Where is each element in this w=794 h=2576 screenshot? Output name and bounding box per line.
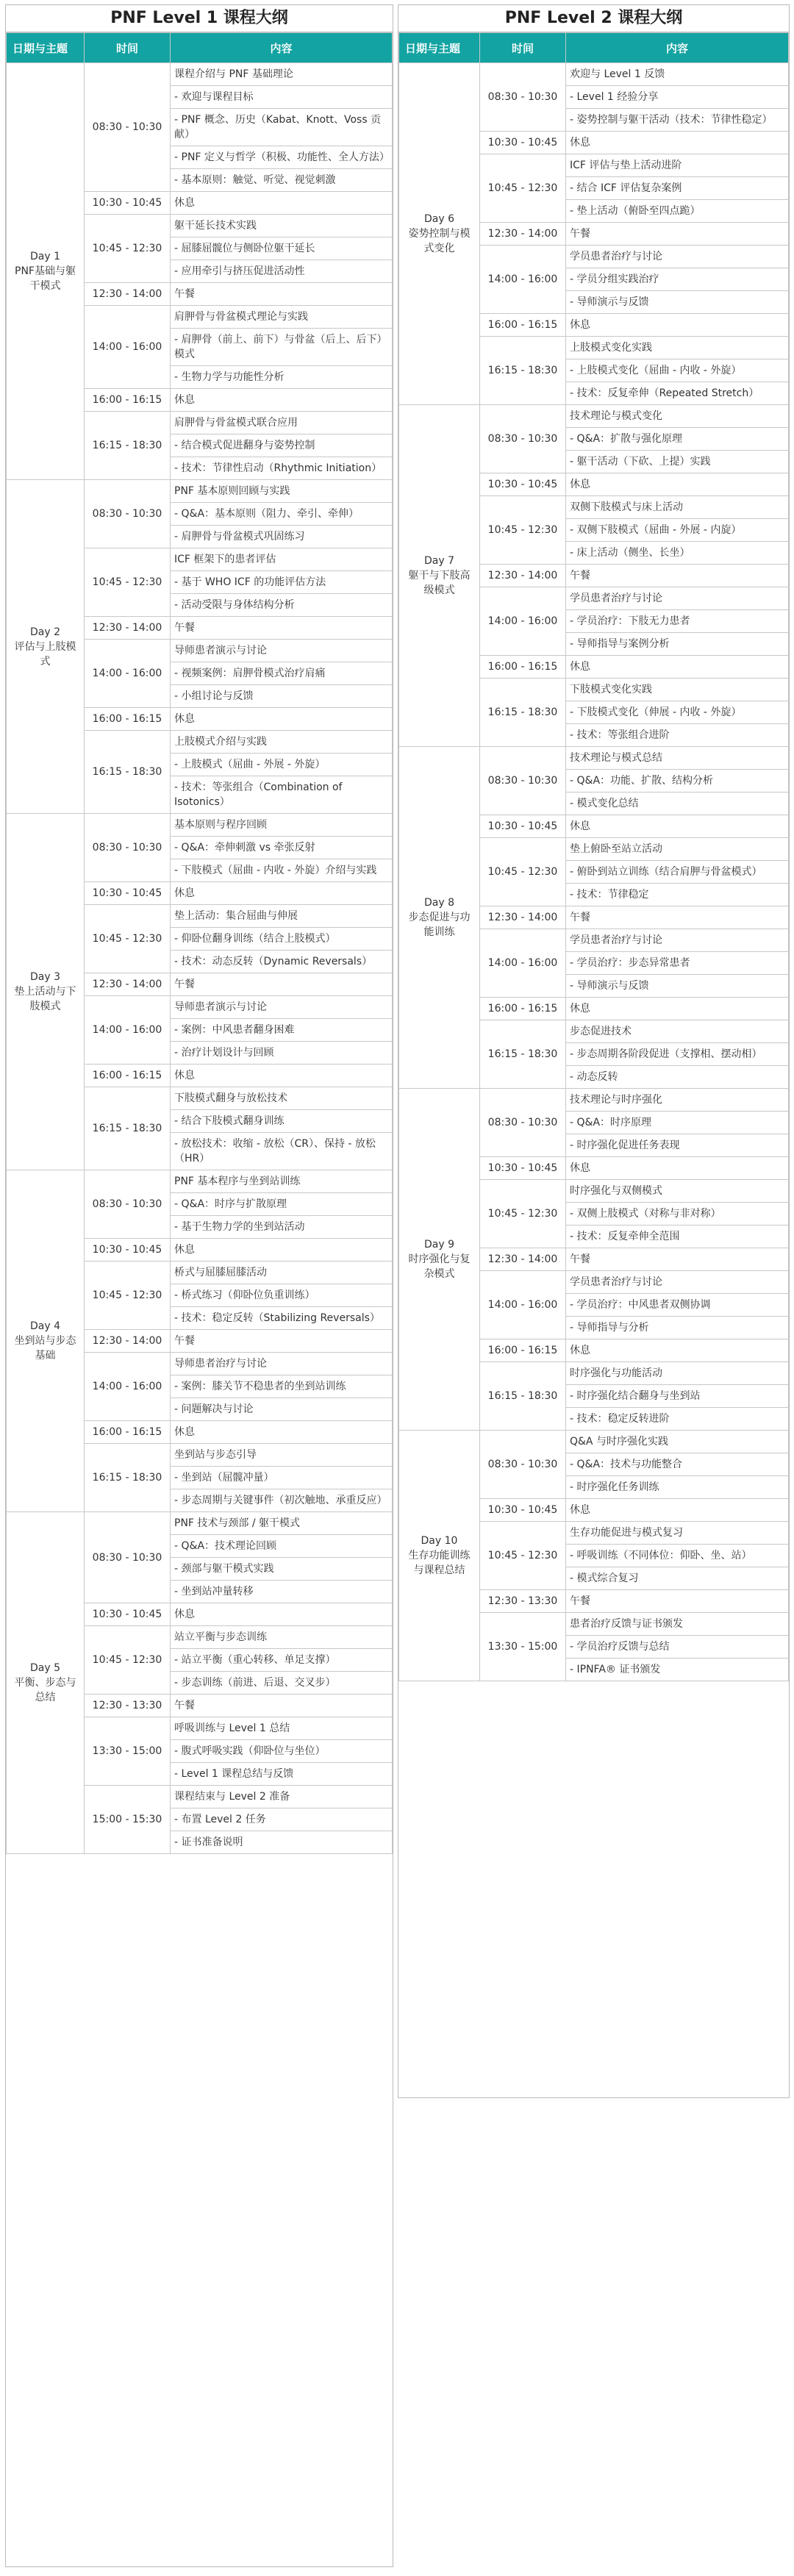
session-item: - 俯卧到站立训练（结合肩胛与骨盆模式）	[566, 861, 789, 884]
session-item: - 腹式呼吸实践（仰卧位与坐位）	[171, 1740, 393, 1763]
session-item: - 结合模式促进翻身与姿势控制	[171, 434, 393, 457]
time-cell: 10:45 - 12:30	[85, 1626, 171, 1695]
session-title: 技术理论与模式总结	[566, 747, 789, 770]
session-item: - 案例：膝关节不稳患者的坐到站训练	[171, 1375, 393, 1398]
table-row	[399, 405, 789, 428]
session-item: - 技术：等张组合进阶	[566, 724, 789, 747]
time-cell: 14:00 - 16:00	[85, 1353, 171, 1421]
session-title: 导师患者治疗与讨论	[171, 1353, 393, 1375]
session-item: - PNF 定义与哲学（积极、功能性、全人方法）	[171, 146, 393, 169]
table-row	[399, 1089, 789, 1112]
session-title: ICF 评估与垫上活动进阶	[566, 154, 789, 177]
session-title: 午餐	[171, 283, 393, 306]
time-cell: 10:45 - 12:30	[480, 1522, 566, 1590]
session-item: - 案例：中风患者翻身困难	[171, 1019, 393, 1042]
session-title: 呼吸训练与 Level 1 总结	[171, 1717, 393, 1740]
day-label: Day 1	[29, 251, 60, 262]
session-item: - 导师指导与分析	[566, 1317, 789, 1339]
day-cell	[7, 63, 85, 480]
session-title: 生存功能促进与模式复习	[566, 1522, 789, 1545]
day-topic: 生存功能训练与课程总结	[408, 1550, 471, 1576]
session-title: 休息	[171, 1239, 393, 1262]
time-cell: 12:30 - 14:00	[480, 223, 566, 246]
session-title: 课程结束与 Level 2 准备	[171, 1786, 393, 1808]
time-cell: 16:15 - 18:30	[85, 412, 171, 480]
session-item: - 双侧上肢模式（对称与非对称）	[566, 1203, 789, 1226]
session-item: - 技术：动态反转（Dynamic Reversals）	[171, 951, 393, 973]
session-item: - 导师演示与反馈	[566, 291, 789, 314]
session-title: 午餐	[566, 1248, 789, 1271]
session-item: - Q&A：技术与功能整合	[566, 1453, 789, 1476]
session-item: - 活动受限与身体结构分析	[171, 594, 393, 617]
session-item: - 导师演示与反馈	[566, 975, 789, 998]
time-cell: 10:45 - 12:30	[85, 905, 171, 973]
time-cell: 10:45 - 12:30	[480, 838, 566, 906]
session-title: 休息	[171, 1603, 393, 1626]
session-title: 休息	[566, 1339, 789, 1362]
level2-title: PNF Level 2 课程大纲	[398, 5, 789, 32]
session-item: - 动态反转	[566, 1066, 789, 1089]
session-title: 休息	[566, 314, 789, 337]
session-title: 垫上俯卧至站立活动	[566, 838, 789, 861]
level2-schedule-body	[399, 63, 789, 1681]
day-label: Day 10	[421, 1535, 458, 1547]
time-cell: 16:15 - 18:30	[480, 679, 566, 747]
session-item: - 下肢模式（屈曲 - 内收 - 外旋）介绍与实践	[171, 859, 393, 882]
session-item: - 模式综合复习	[566, 1567, 789, 1590]
session-item: - 躯干活动（下砍、上提）实践	[566, 451, 789, 473]
header-date: 日期与主题	[7, 33, 85, 63]
session-item: - 肩胛骨与骨盆模式巩固练习	[171, 526, 393, 548]
time-cell: 10:30 - 10:45	[85, 192, 171, 215]
time-cell: 16:00 - 16:15	[480, 1339, 566, 1362]
time-cell: 16:00 - 16:15	[480, 314, 566, 337]
session-item: - 学员治疗：下肢无力患者	[566, 610, 789, 633]
day-cell	[399, 63, 480, 405]
time-cell: 08:30 - 10:30	[85, 63, 171, 192]
session-item: - 姿势控制与躯干活动（技术：节律性稳定）	[566, 109, 789, 132]
day-cell	[7, 1512, 85, 1854]
day-label: Day 3	[29, 971, 60, 983]
time-cell: 08:30 - 10:30	[480, 405, 566, 473]
session-item: - Q&A：功能、扩散、结构分析	[566, 770, 789, 793]
time-cell: 12:30 - 14:00	[480, 906, 566, 929]
time-cell: 10:30 - 10:45	[480, 1499, 566, 1522]
time-cell: 14:00 - 16:00	[480, 929, 566, 998]
session-item: - PNF 概念、历史（Kabat、Knott、Voss 贡献）	[171, 109, 393, 146]
header-date: 日期与主题	[399, 33, 480, 63]
day-label: Day 4	[29, 1320, 60, 1332]
time-cell: 16:15 - 18:30	[480, 1020, 566, 1089]
session-item: - 肩胛骨（前上、前下）与骨盆（后上、后下）模式	[171, 329, 393, 366]
day-topic: PNF基础与躯干模式	[15, 265, 76, 292]
day-label: Day 6	[423, 213, 454, 225]
day-cell	[399, 405, 480, 747]
session-title: 休息	[171, 1065, 393, 1087]
time-cell: 08:30 - 10:30	[85, 1170, 171, 1239]
time-cell: 10:30 - 10:45	[85, 882, 171, 905]
session-item: - Q&A：技术理论回顾	[171, 1535, 393, 1558]
time-cell: 14:00 - 16:00	[85, 306, 171, 389]
session-item: - 放松技术：收缩 - 放松（CR）、保持 - 放松（HR）	[171, 1133, 393, 1170]
day-topic: 垫上活动与下肢模式	[14, 986, 76, 1012]
session-title: 休息	[566, 998, 789, 1020]
session-item: - 站立平衡（重心转移、单足支撑）	[171, 1649, 393, 1672]
session-item: - 时序强化结合翻身与坐到站	[566, 1385, 789, 1408]
time-cell: 10:30 - 10:45	[480, 1157, 566, 1180]
session-item: - 上肢模式（屈曲 - 外展 - 外旋）	[171, 754, 393, 776]
session-item: - 问题解决与讨论	[171, 1398, 393, 1421]
level1-syllabus	[5, 4, 393, 2567]
session-title: 午餐	[171, 973, 393, 996]
time-cell: 08:30 - 10:30	[85, 1512, 171, 1603]
level2-syllabus	[398, 4, 790, 2098]
day-topic: 步态促进与功能训练	[408, 912, 471, 938]
time-cell: 12:30 - 14:00	[85, 1330, 171, 1353]
time-cell: 12:30 - 13:30	[85, 1695, 171, 1717]
time-cell: 16:15 - 18:30	[85, 1087, 171, 1170]
day-label: Day 8	[423, 897, 454, 909]
session-title: 导师患者演示与讨论	[171, 640, 393, 662]
session-item: - Q&A：时序原理	[566, 1112, 789, 1134]
session-item: - 基于 WHO ICF 的功能评估方法	[171, 571, 393, 594]
session-title: 休息	[566, 815, 789, 838]
time-cell: 10:45 - 12:30	[85, 215, 171, 283]
session-title: 午餐	[171, 1330, 393, 1353]
session-item: - 技术：节律性启动（Rhythmic Initiation）	[171, 457, 393, 480]
session-item: - 小组讨论与反馈	[171, 685, 393, 708]
session-title: 休息	[171, 882, 393, 905]
session-item: - 桥式练习（仰卧位负重训练）	[171, 1284, 393, 1307]
session-item: - 颈部与躯干模式实践	[171, 1558, 393, 1581]
session-title: 垫上活动：集合屈曲与伸展	[171, 905, 393, 928]
session-item: - 基于生物力学的坐到站活动	[171, 1216, 393, 1239]
session-title: 躯干延长技术实践	[171, 215, 393, 237]
header-time: 时间	[480, 33, 566, 63]
session-item: - 上肢模式变化（屈曲 - 内收 - 外旋）	[566, 359, 789, 382]
session-title: 课程介绍与 PNF 基础理论	[171, 63, 393, 86]
session-item: - 坐到站（屈髋冲量）	[171, 1467, 393, 1489]
session-title: 学员患者治疗与讨论	[566, 929, 789, 952]
session-title: Q&A 与时序强化实践	[566, 1431, 789, 1453]
session-title: 午餐	[171, 1695, 393, 1717]
session-item: - 技术：稳定反转（Stabilizing Reversals）	[171, 1307, 393, 1330]
session-title: 基本原则与程序回顾	[171, 814, 393, 837]
session-title: 休息	[566, 473, 789, 496]
time-cell: 08:30 - 10:30	[480, 747, 566, 815]
day-label: Day 7	[423, 555, 454, 567]
session-item: - 结合 ICF 评估复杂案例	[566, 177, 789, 200]
time-cell: 16:00 - 16:15	[85, 708, 171, 731]
time-cell: 16:15 - 18:30	[480, 1362, 566, 1431]
time-cell: 16:00 - 16:15	[85, 1421, 171, 1444]
session-title: 技术理论与模式变化	[566, 405, 789, 428]
session-item: - 结合下肢模式翻身训练	[171, 1110, 393, 1133]
session-title: 双侧下肢模式与床上活动	[566, 496, 789, 519]
table-row	[7, 63, 393, 86]
session-title: 休息	[566, 1157, 789, 1180]
session-title: PNF 基本程序与坐到站训练	[171, 1170, 393, 1193]
session-title: 下肢模式变化实践	[566, 679, 789, 701]
session-title: 午餐	[566, 565, 789, 587]
session-title: 休息	[566, 656, 789, 679]
time-cell: 08:30 - 10:30	[480, 1089, 566, 1157]
level1-table	[6, 32, 393, 1854]
session-item: - Q&A：扩散与强化原理	[566, 428, 789, 451]
header-row	[399, 33, 789, 63]
day-topic: 评估与上肢模式	[14, 640, 76, 668]
session-item: - Level 1 课程总结与反馈	[171, 1763, 393, 1786]
time-cell: 14:00 - 16:00	[85, 996, 171, 1065]
session-title: 学员患者治疗与讨论	[566, 246, 789, 268]
session-title: 休息	[171, 708, 393, 731]
session-item: - 模式变化总结	[566, 793, 789, 815]
session-item: - 呼吸训练（不同体位：仰卧、坐、站）	[566, 1545, 789, 1567]
session-item: - IPNFA® 证书颁发	[566, 1659, 789, 1681]
time-cell: 15:00 - 15:30	[85, 1786, 171, 1854]
time-cell: 12:30 - 14:00	[85, 283, 171, 306]
session-item: - 下肢模式变化（伸展 - 内收 - 外旋）	[566, 701, 789, 724]
session-item: - 技术：稳定反转进阶	[566, 1408, 789, 1431]
session-title: 肩胛骨与骨盆模式理论与实践	[171, 306, 393, 329]
time-cell: 14:00 - 16:00	[480, 246, 566, 314]
session-title: 时序强化与双侧模式	[566, 1180, 789, 1203]
time-cell: 10:45 - 12:30	[85, 548, 171, 617]
time-cell: 08:30 - 10:30	[85, 480, 171, 548]
time-cell: 12:30 - 14:00	[85, 617, 171, 640]
session-item: - 床上活动（侧坐、长坐）	[566, 542, 789, 565]
time-cell: 10:45 - 12:30	[480, 154, 566, 223]
header-time: 时间	[85, 33, 171, 63]
time-cell: 14:00 - 16:00	[480, 1271, 566, 1339]
header-content: 内容	[566, 33, 789, 63]
session-title: 坐到站与步态引导	[171, 1444, 393, 1467]
session-title: 桥式与屈膝屈膝活动	[171, 1262, 393, 1284]
time-cell: 16:00 - 16:15	[480, 656, 566, 679]
session-title: 上肢模式变化实践	[566, 337, 789, 359]
session-title: PNF 技术与颈部 / 躯干模式	[171, 1512, 393, 1535]
time-cell: 16:00 - 16:15	[85, 389, 171, 412]
session-item: - 视频案例：肩胛骨模式治疗肩痛	[171, 662, 393, 685]
day-cell	[7, 1170, 85, 1512]
session-item: - 基本原则：触觉、听觉、视觉刺激	[171, 169, 393, 192]
time-cell: 10:30 - 10:45	[480, 473, 566, 496]
time-cell: 13:30 - 15:00	[85, 1717, 171, 1786]
table-row	[7, 1512, 393, 1535]
session-title: 患者治疗反馈与证书颁发	[566, 1613, 789, 1636]
session-item: - 时序强化任务训练	[566, 1476, 789, 1499]
session-item: - 学员治疗：中风患者双侧协调	[566, 1294, 789, 1317]
session-item: - 生物力学与功能性分析	[171, 366, 393, 389]
time-cell: 16:00 - 16:15	[480, 998, 566, 1020]
level2-table	[398, 32, 789, 1681]
session-item: - 双侧下肢模式（屈曲 - 外展 - 内旋）	[566, 519, 789, 542]
session-item: - 治疗计划设计与回顾	[171, 1042, 393, 1065]
session-title: 休息	[566, 1499, 789, 1522]
session-item: - 技术：反复牵伸全范围	[566, 1226, 789, 1248]
day-label: Day 2	[29, 626, 60, 638]
session-item: - 技术：节律稳定	[566, 884, 789, 906]
session-title: 休息	[171, 389, 393, 412]
session-title: 上肢模式介绍与实践	[171, 731, 393, 754]
time-cell: 16:15 - 18:30	[85, 1444, 171, 1512]
session-title: 站立平衡与步态训练	[171, 1626, 393, 1649]
session-title: 休息	[171, 1421, 393, 1444]
session-title: 导师患者演示与讨论	[171, 996, 393, 1019]
level1-schedule-body	[7, 63, 393, 1854]
time-cell: 08:30 - 10:30	[85, 814, 171, 882]
table-row	[399, 63, 789, 86]
day-cell	[7, 480, 85, 814]
session-item: - 学员治疗反馈与总结	[566, 1636, 789, 1659]
table-row	[7, 1170, 393, 1193]
time-cell: 10:45 - 12:30	[85, 1262, 171, 1330]
session-item: - 导师指导与案例分析	[566, 633, 789, 656]
session-title: 技术理论与时序强化	[566, 1089, 789, 1112]
session-item: - 布置 Level 2 任务	[171, 1808, 393, 1831]
session-title: 午餐	[566, 223, 789, 246]
time-cell: 10:30 - 10:45	[85, 1239, 171, 1262]
session-item: - 垫上活动（俯卧至四点跪）	[566, 200, 789, 223]
session-item: - 仰卧位翻身训练（结合上肢模式）	[171, 928, 393, 951]
table-row	[7, 814, 393, 837]
day-cell	[399, 1089, 480, 1431]
session-title: 欢迎与 Level 1 反馈	[566, 63, 789, 86]
header-content: 内容	[171, 33, 393, 63]
session-item: - 步态周期与关键事件（初次触地、承重反应）	[171, 1489, 393, 1512]
time-cell: 16:15 - 18:30	[85, 731, 171, 814]
session-item: - 应用牵引与挤压促进活动性	[171, 260, 393, 283]
day-cell	[7, 814, 85, 1170]
time-cell: 10:30 - 10:45	[480, 815, 566, 838]
time-cell: 12:30 - 14:00	[85, 973, 171, 996]
time-cell: 10:30 - 10:45	[85, 1603, 171, 1626]
time-cell: 10:45 - 12:30	[480, 496, 566, 565]
session-item: - Level 1 经验分享	[566, 86, 789, 109]
session-title: 午餐	[566, 906, 789, 929]
session-item: - 步态训练（前进、后退、交叉步）	[171, 1672, 393, 1695]
session-item: - 时序强化促进任务表现	[566, 1134, 789, 1157]
session-item: - Q&A：牵伸刺激 vs 牵张反射	[171, 837, 393, 859]
session-title: 学员患者治疗与讨论	[566, 587, 789, 610]
day-label: Day 9	[423, 1239, 454, 1251]
session-title: 午餐	[171, 617, 393, 640]
session-title: 休息	[566, 132, 789, 154]
session-title: PNF 基本原则回顾与实践	[171, 480, 393, 503]
level1-title: PNF Level 1 课程大纲	[6, 5, 393, 32]
session-item: - 屈膝屈髋位与侧卧位躯干延长	[171, 237, 393, 260]
session-title: 时序强化与功能活动	[566, 1362, 789, 1385]
time-cell: 12:30 - 14:00	[480, 1248, 566, 1271]
session-title: 休息	[171, 192, 393, 215]
day-topic: 躯干与下肢高级模式	[408, 570, 471, 596]
session-title: 肩胛骨与骨盆模式联合应用	[171, 412, 393, 434]
session-item: - 证书准备说明	[171, 1831, 393, 1854]
session-title: ICF 框架下的患者评估	[171, 548, 393, 571]
header-row	[7, 33, 393, 63]
time-cell: 16:15 - 18:30	[480, 337, 566, 405]
table-row	[399, 747, 789, 770]
time-cell: 14:00 - 16:00	[85, 640, 171, 708]
time-cell: 12:30 - 14:00	[480, 565, 566, 587]
day-topic: 姿势控制与模式变化	[408, 228, 471, 254]
session-item: - Q&A：时序与扩散原理	[171, 1193, 393, 1216]
time-cell: 10:30 - 10:45	[480, 132, 566, 154]
time-cell: 13:30 - 15:00	[480, 1613, 566, 1681]
session-title: 下肢模式翻身与放松技术	[171, 1087, 393, 1110]
time-cell: 08:30 - 10:30	[480, 63, 566, 132]
time-cell: 12:30 - 13:30	[480, 1590, 566, 1613]
time-cell: 08:30 - 10:30	[480, 1431, 566, 1499]
session-title: 步态促进技术	[566, 1020, 789, 1043]
session-item: - 技术：反复牵伸（Repeated Stretch）	[566, 382, 789, 405]
session-item: - 坐到站冲量转移	[171, 1581, 393, 1603]
time-cell: 10:45 - 12:30	[480, 1180, 566, 1248]
session-item: - 技术：等张组合（Combination of Isotonics）	[171, 776, 393, 814]
session-item: - 欢迎与课程目标	[171, 86, 393, 109]
session-item: - 学员治疗：步态异常患者	[566, 952, 789, 975]
table-row	[399, 1431, 789, 1453]
session-title: 午餐	[566, 1590, 789, 1613]
session-item: - Q&A：基本原则（阻力、牵引、牵伸）	[171, 503, 393, 526]
session-item: - 步态周期各阶段促进（支撑相、摆动相）	[566, 1043, 789, 1066]
day-cell	[399, 1431, 480, 1681]
day-topic: 平衡、步态与总结	[14, 1677, 76, 1703]
table-row	[7, 480, 393, 503]
day-topic: 坐到站与步态基础	[14, 1335, 76, 1362]
time-cell: 16:00 - 16:15	[85, 1065, 171, 1087]
time-cell: 14:00 - 16:00	[480, 587, 566, 656]
day-label: Day 5	[29, 1662, 60, 1674]
day-cell	[399, 747, 480, 1089]
day-topic: 时序强化与复杂模式	[408, 1253, 471, 1280]
session-item: - 学员分组实践治疗	[566, 268, 789, 291]
session-title: 学员患者治疗与讨论	[566, 1271, 789, 1294]
